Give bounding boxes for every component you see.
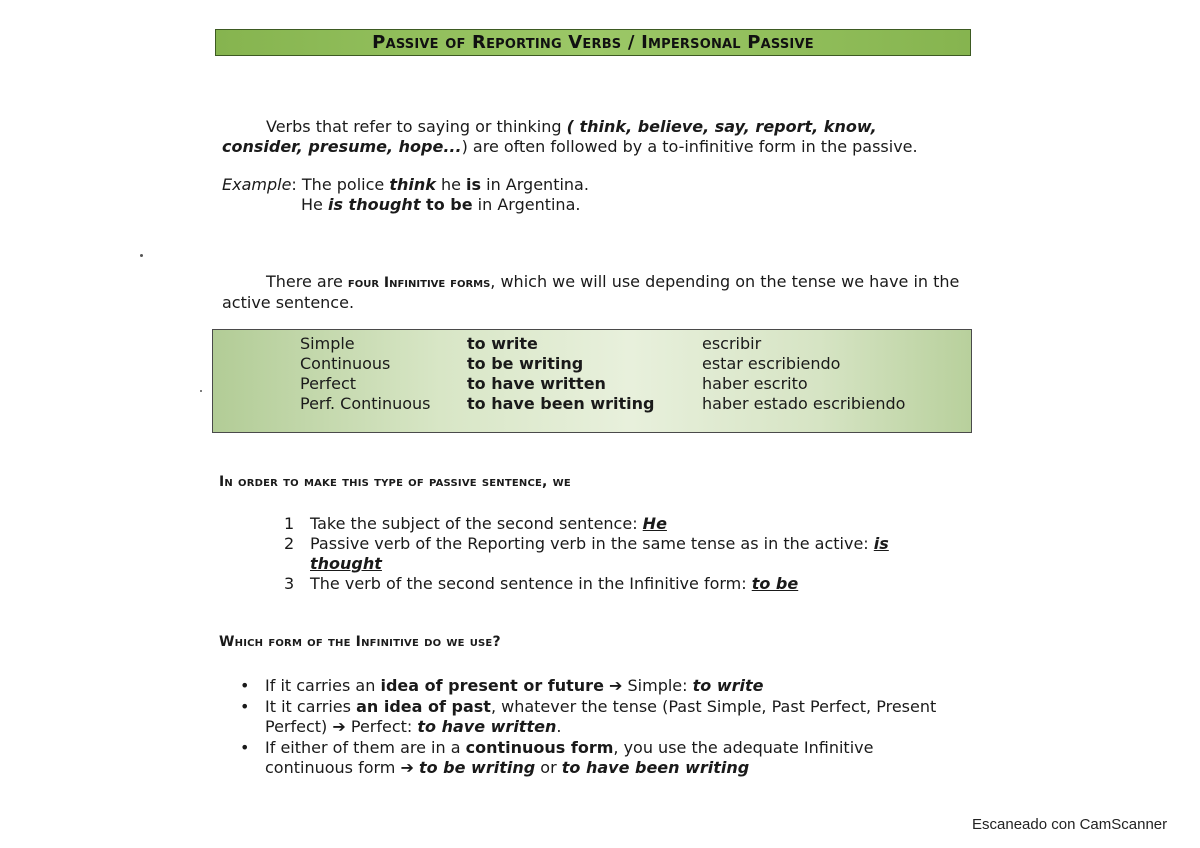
step-answer: is thought	[310, 534, 889, 573]
form-spanish: haber estado escribiendo	[702, 394, 906, 413]
list-item	[284, 574, 924, 594]
list-item	[240, 738, 960, 779]
example-text: in Argentina.	[472, 195, 581, 214]
bullet-emphasis: idea of present or future	[380, 676, 604, 695]
example-passive-line	[222, 195, 922, 215]
bullet-form: to have written	[417, 717, 557, 736]
usage-bullet-list	[240, 676, 960, 779]
form-example: to have written	[467, 374, 606, 393]
table-row	[213, 374, 971, 394]
example-text: he	[435, 175, 467, 194]
step-text: The verb of the second sentence in the Infinitive form:	[310, 574, 752, 593]
step-answer: He	[642, 514, 667, 533]
example-verb: think	[389, 175, 436, 194]
infinitive-forms-table	[212, 329, 972, 433]
example-verb: is	[466, 175, 482, 194]
bullet-text: or	[535, 758, 562, 777]
list-item	[284, 534, 924, 574]
example-text: in Argentina.	[481, 175, 589, 194]
camscanner-watermark: Escaneado con CamScanner	[972, 816, 1168, 833]
forms-intro-text: , which we will use depending on the tense we have in the active sentence.	[222, 272, 960, 312]
bullet-emphasis: an idea of past	[356, 696, 491, 716]
example-text: He	[301, 195, 328, 214]
table-row	[213, 354, 971, 374]
bullet-text: , whatever the tense (Past Simple, Past Perfect, Present Perfect) ➔ Perfect:	[265, 696, 937, 736]
bullet-text: It it carries	[265, 696, 357, 716]
intro-paragraph	[222, 117, 962, 157]
form-example: to have been writing	[467, 394, 655, 413]
forms-intro-highlight: four Infinitive forms	[347, 275, 491, 291]
bullet-form: to write	[692, 676, 764, 695]
form-spanish: escribir	[702, 334, 762, 353]
scan-speck	[140, 254, 143, 257]
scan-speck	[200, 390, 202, 392]
form-name: Perf. Continuous	[300, 394, 431, 413]
bullet-text: ➔ Simple:	[603, 676, 693, 695]
section-heading-steps: In order to make this type of passive sentence, we	[219, 474, 571, 490]
forms-intro-text: There are	[266, 272, 348, 291]
section-heading-which-form: Which form of the Infinitive do we use?	[219, 634, 501, 650]
list-item	[240, 697, 960, 738]
form-example: to be writing	[467, 354, 584, 373]
form-spanish: haber escrito	[702, 374, 808, 393]
list-item	[284, 514, 924, 534]
bullet-form: to have been writing	[561, 758, 750, 777]
bullet-text: , you use the adequate Infinitive continuous form ➔	[265, 737, 874, 777]
page-title: Passive of Reporting Verbs / Impersonal Passive	[372, 32, 814, 53]
steps-list	[284, 514, 924, 594]
example-colon: :	[291, 175, 302, 194]
intro-text-b: ) are often followed by a to-infinitive form in the passive.	[461, 137, 918, 156]
bullet-emphasis: continuous form	[465, 737, 614, 757]
step-number: 2	[284, 534, 295, 553]
step-text: Passive verb of the Reporting verb in the same tense as in the active:	[310, 534, 874, 553]
bullet-form: to be writing	[418, 758, 536, 777]
bullet-text: If either of them are in a	[265, 737, 466, 757]
example-label: Example	[222, 175, 292, 194]
form-name: Simple	[300, 334, 355, 353]
form-spanish: estar escribiendo	[702, 354, 841, 373]
example-block	[222, 175, 922, 215]
form-example: to write	[467, 334, 538, 353]
bullet-icon: •	[240, 696, 250, 716]
table-row	[213, 334, 971, 354]
title-banner	[215, 29, 971, 56]
form-name: Perfect	[300, 374, 357, 393]
intro-text-a: Verbs that refer to saying or thinking	[266, 117, 567, 136]
intro-verbs: ( think, believe, say, report, know, consider, presume, hope...	[222, 117, 877, 156]
step-answer: to be	[751, 574, 799, 593]
step-text: Take the subject of the second sentence:	[310, 514, 643, 533]
example-verb: is thought	[327, 195, 421, 214]
bullet-text: If it carries an	[265, 676, 381, 695]
form-name: Continuous	[300, 354, 391, 373]
step-number: 1	[284, 514, 295, 533]
list-item	[240, 676, 960, 697]
bullet-icon: •	[240, 676, 250, 695]
bullet-icon: •	[240, 737, 250, 757]
example-text: The police	[301, 175, 390, 194]
table-row	[213, 394, 971, 414]
forms-intro-paragraph	[222, 272, 982, 313]
example-verb: to be	[420, 195, 473, 214]
step-number: 3	[284, 574, 295, 593]
bullet-text: .	[556, 717, 562, 736]
